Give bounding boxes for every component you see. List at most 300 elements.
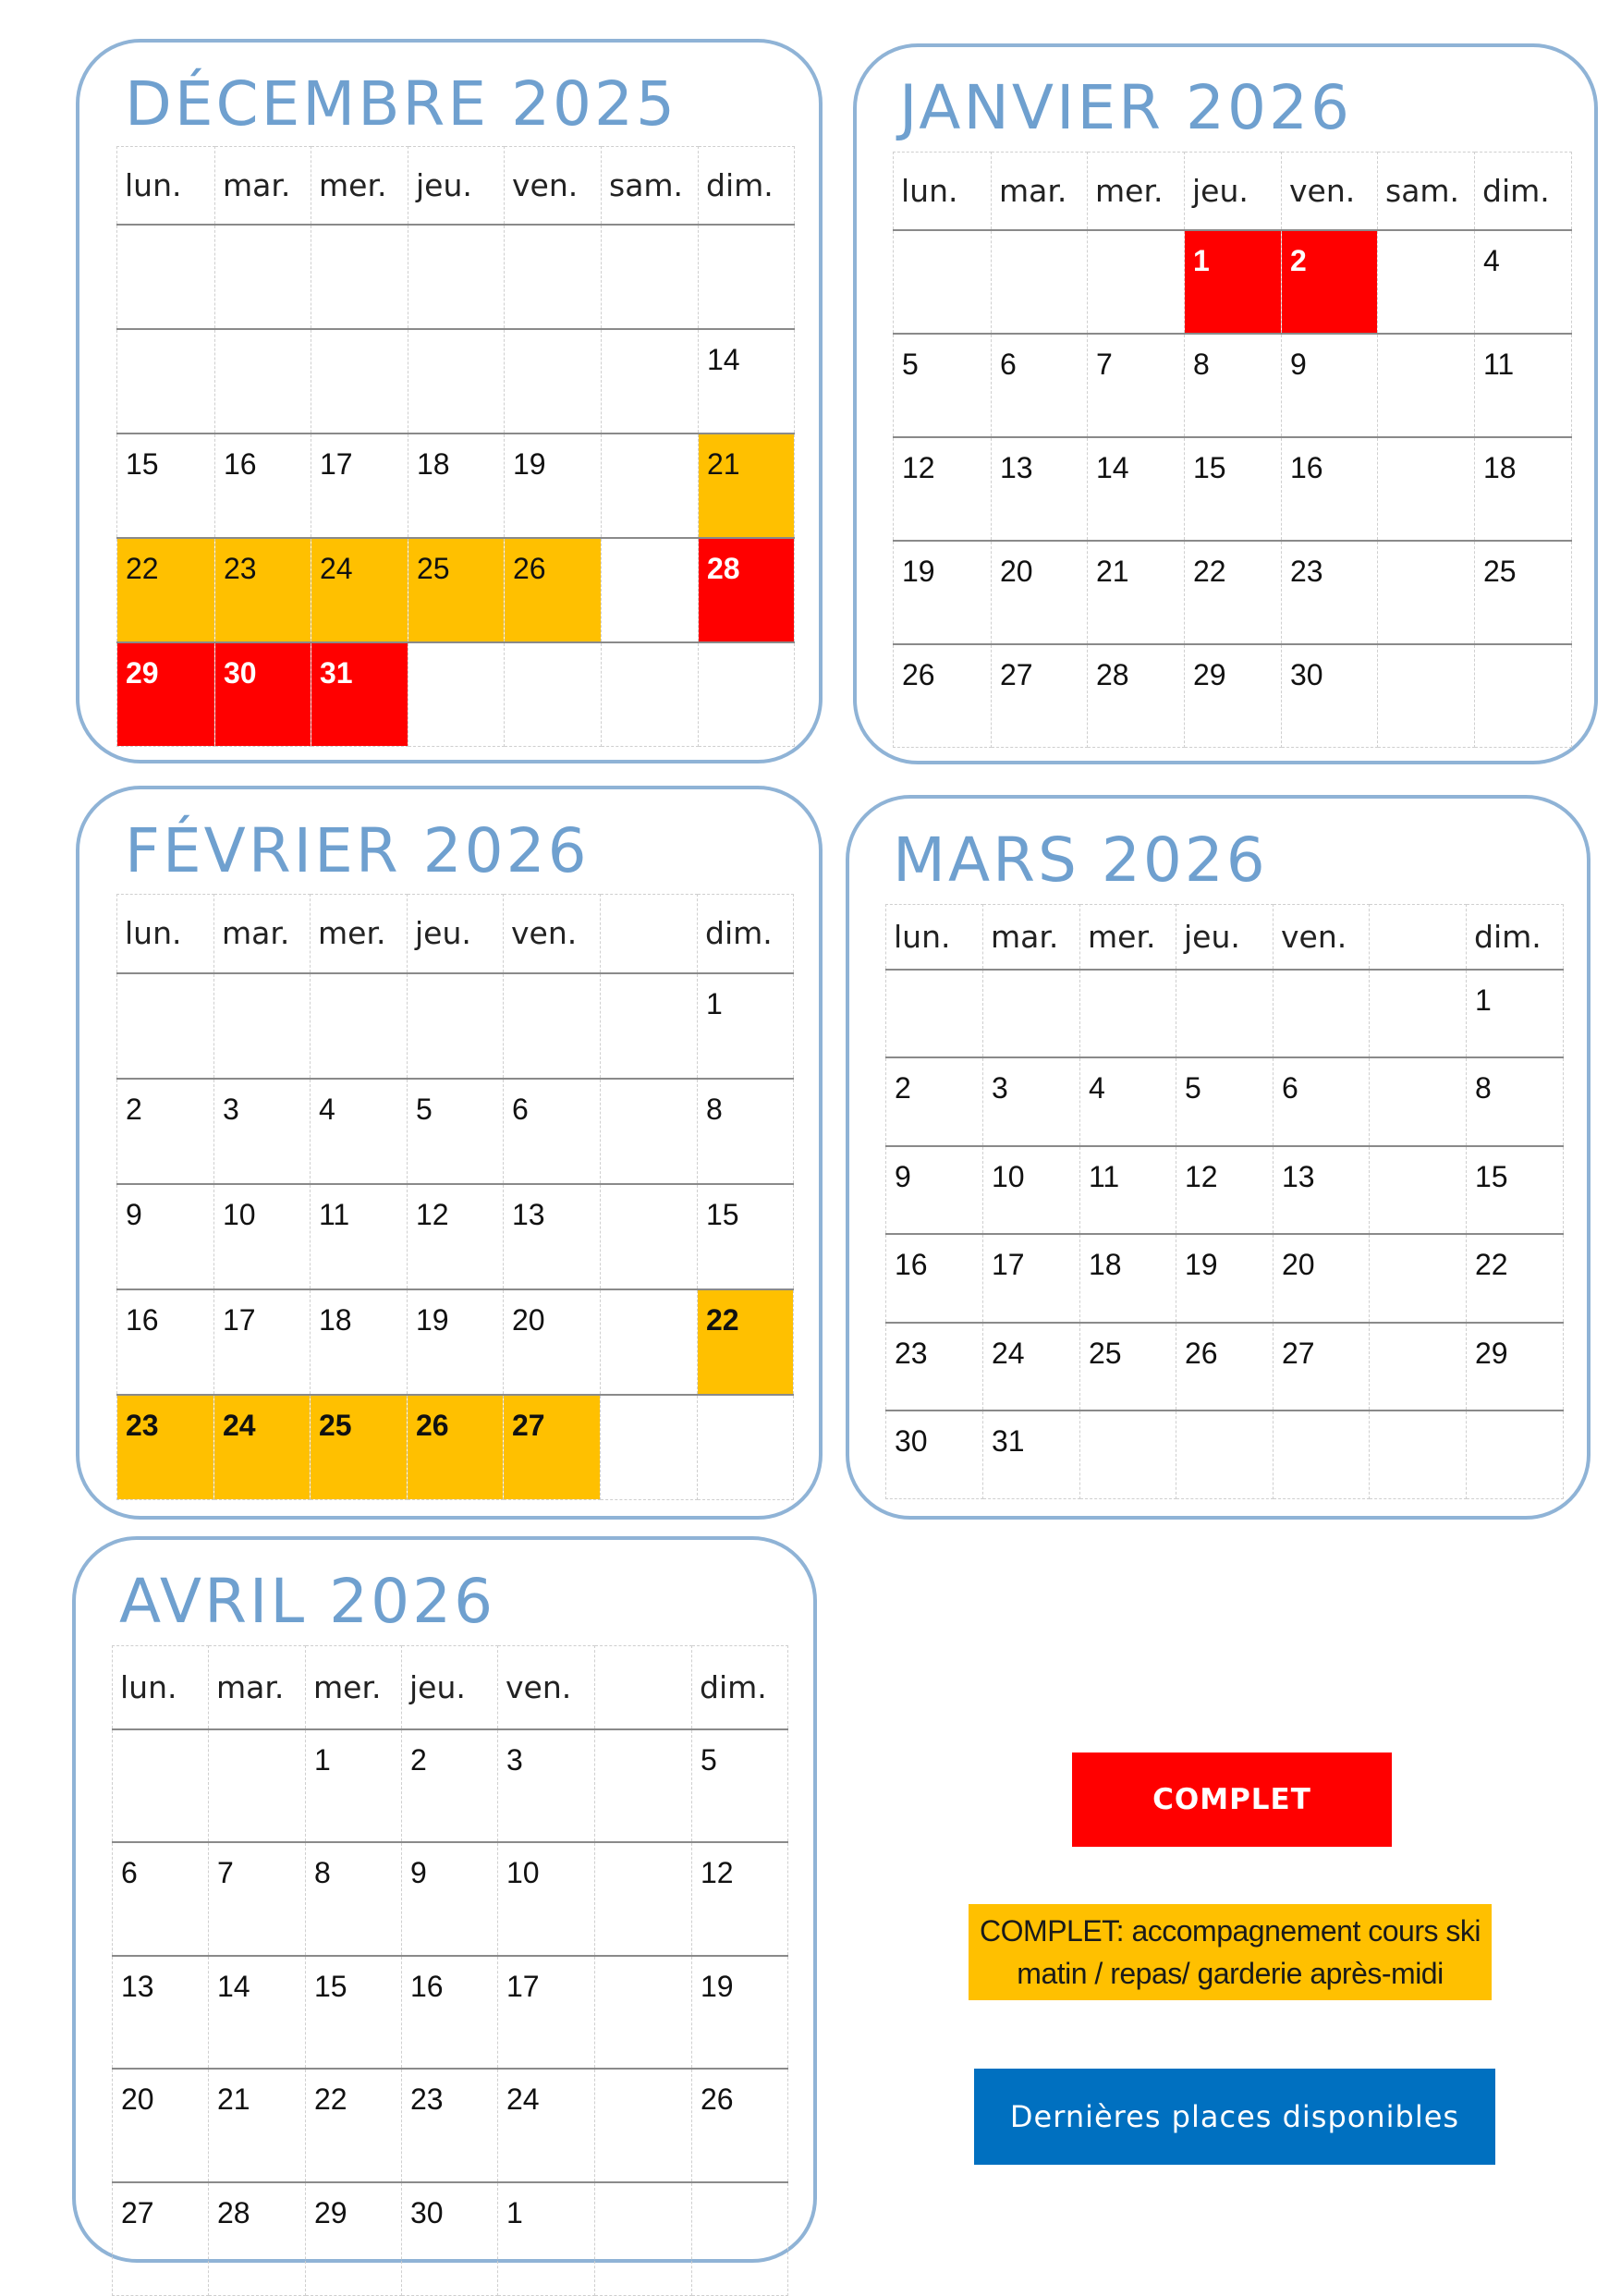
day-cell [117, 1395, 214, 1500]
day-cell [402, 1956, 498, 2070]
day-number: 30 [410, 2195, 444, 2229]
day-number: 6 [121, 1856, 138, 1889]
day-cell [117, 1289, 214, 1395]
day-number: 17 [320, 446, 353, 481]
day-number: 1 [1475, 983, 1492, 1017]
day-number: 11 [1089, 1159, 1120, 1193]
day-cell [1370, 1146, 1467, 1235]
weekday-header: mar. [215, 147, 311, 225]
day-number: 11 [1483, 347, 1515, 381]
day-number: 22 [706, 1302, 739, 1337]
day-number: 20 [1282, 1248, 1315, 1281]
day-cell [1378, 334, 1475, 437]
day-cell [886, 1411, 983, 1499]
day-number: 25 [319, 1408, 352, 1442]
week-row [117, 1184, 794, 1289]
day-cell [692, 1956, 788, 2070]
day-number: 7 [1096, 347, 1113, 381]
day-cell [692, 2069, 788, 2182]
day-number: 5 [701, 1742, 717, 1777]
day-cell [886, 1323, 983, 1411]
weekday-header: ven. [505, 147, 602, 225]
day-cell [408, 225, 505, 329]
day-number: 15 [314, 1969, 347, 2003]
day-number: 12 [1185, 1159, 1218, 1193]
day-cell [408, 329, 505, 434]
day-cell [504, 1079, 601, 1184]
day-cell [1080, 1323, 1176, 1411]
day-cell [992, 334, 1088, 437]
weekday-header: lun. [117, 895, 214, 973]
day-cell [209, 2069, 306, 2182]
day-cell [215, 434, 311, 538]
day-number: 23 [1290, 554, 1323, 588]
day-cell [306, 1842, 402, 1956]
day-cell [1370, 1323, 1467, 1411]
day-cell [1185, 541, 1282, 644]
day-cell [692, 1729, 788, 1843]
day-number: 25 [417, 551, 450, 585]
day-cell [1185, 230, 1282, 334]
day-number: 3 [992, 1071, 1008, 1105]
week-row [117, 434, 795, 538]
day-cell [306, 1729, 402, 1843]
day-cell [214, 1079, 311, 1184]
day-cell [1185, 437, 1282, 541]
day-cell [311, 973, 408, 1079]
day-cell [983, 1323, 1080, 1411]
week-row [886, 970, 1564, 1058]
day-cell [894, 644, 992, 748]
day-cell [1467, 1411, 1564, 1499]
week-row [117, 973, 794, 1079]
day-cell [311, 1079, 408, 1184]
day-cell [215, 538, 311, 642]
day-number: 24 [992, 1336, 1025, 1370]
day-number: 4 [1483, 243, 1500, 277]
day-cell [1176, 1146, 1274, 1235]
weekday-header: lun. [113, 1646, 209, 1729]
day-cell [1176, 1057, 1274, 1146]
day-cell [505, 434, 602, 538]
week-row [113, 1729, 788, 1843]
day-number: 29 [126, 655, 159, 690]
day-cell [117, 642, 215, 747]
week-row [117, 225, 795, 329]
day-number: 8 [314, 1856, 331, 1889]
weekday-header: mer. [306, 1646, 402, 1729]
legend-complet-label: COMPLET [1152, 1783, 1311, 1816]
day-cell [595, 1956, 692, 2070]
day-number: 31 [320, 655, 353, 690]
day-cell [311, 434, 408, 538]
day-cell [311, 538, 408, 642]
day-number: 9 [410, 1856, 427, 1889]
day-cell [408, 1079, 504, 1184]
day-number: 17 [992, 1248, 1025, 1281]
day-number: 27 [512, 1408, 545, 1442]
week-row [894, 230, 1572, 334]
weekday-header [1370, 905, 1467, 970]
weekday-header: mar. [209, 1646, 306, 1729]
week-row [113, 1956, 788, 2070]
week-row [117, 1079, 794, 1184]
day-cell [215, 642, 311, 747]
month-grid [116, 894, 794, 1500]
weekday-header: mar. [983, 905, 1080, 970]
legend-partial-text [980, 1910, 1481, 1995]
day-number: 10 [506, 1856, 540, 1889]
day-cell [311, 1395, 408, 1500]
day-number: 22 [1193, 554, 1226, 588]
day-cell [1274, 970, 1370, 1058]
day-cell [692, 1842, 788, 1956]
day-number: 26 [701, 2082, 734, 2116]
weekday-header: dim. [1467, 905, 1564, 970]
week-row [117, 538, 795, 642]
day-cell [408, 973, 504, 1079]
day-cell [1378, 644, 1475, 748]
day-cell [117, 1184, 214, 1289]
day-number: 30 [1290, 657, 1323, 691]
weekday-header: dim. [698, 895, 794, 973]
week-row [894, 437, 1572, 541]
day-cell [498, 1729, 595, 1843]
day-cell [117, 434, 215, 538]
week-row [894, 334, 1572, 437]
day-number: 25 [1483, 554, 1517, 588]
day-cell [214, 1395, 311, 1500]
day-cell [699, 434, 795, 538]
day-number: 21 [707, 446, 740, 481]
day-number: 1 [706, 986, 723, 1020]
day-cell [1370, 1057, 1467, 1146]
day-number: 16 [410, 1969, 444, 2003]
day-cell [402, 1729, 498, 1843]
day-cell [698, 1184, 794, 1289]
month-grid [116, 146, 795, 747]
day-number: 15 [1193, 450, 1226, 484]
day-number: 14 [707, 342, 740, 376]
weekday-header: jeu. [408, 895, 504, 973]
month-title: FÉVRIER 2026 [125, 815, 590, 886]
weekday-header: mer. [311, 147, 408, 225]
day-number: 31 [992, 1424, 1025, 1458]
day-number: 16 [224, 446, 257, 481]
day-cell [1185, 334, 1282, 437]
day-cell [1176, 970, 1274, 1058]
day-cell [408, 1184, 504, 1289]
day-cell [595, 2069, 692, 2182]
weekday-header: mer. [1080, 905, 1176, 970]
day-cell [209, 1956, 306, 2070]
day-number: 1 [314, 1742, 331, 1777]
day-number: 6 [1282, 1071, 1298, 1105]
day-cell [1467, 1234, 1564, 1323]
day-number: 9 [126, 1197, 142, 1231]
week-row [117, 1395, 794, 1500]
day-number: 15 [126, 446, 159, 481]
day-number: 18 [1089, 1248, 1122, 1281]
day-number: 22 [126, 551, 159, 585]
day-cell [894, 334, 992, 437]
week-row [117, 329, 795, 434]
day-number: 23 [126, 1408, 159, 1442]
day-cell [117, 329, 215, 434]
day-cell [214, 1289, 311, 1395]
day-cell [698, 1395, 794, 1500]
day-number: 18 [1483, 450, 1517, 484]
day-number: 9 [1290, 347, 1307, 381]
day-cell [1282, 230, 1378, 334]
month-grid [112, 1645, 788, 2296]
day-cell [117, 225, 215, 329]
day-number: 19 [513, 446, 546, 481]
day-number: 30 [895, 1424, 928, 1458]
day-cell [1282, 437, 1378, 541]
day-cell [209, 1842, 306, 1956]
weekday-header: jeu. [402, 1646, 498, 1729]
day-cell [1467, 1323, 1564, 1411]
day-cell [1467, 1146, 1564, 1235]
month-title: MARS 2026 [893, 824, 1268, 896]
day-number: 14 [1096, 450, 1129, 484]
day-cell [1282, 334, 1378, 437]
day-cell [215, 329, 311, 434]
week-row [886, 1234, 1564, 1323]
weekday-header: dim. [699, 147, 795, 225]
legend-last-places [974, 2069, 1495, 2165]
day-number: 17 [223, 1302, 256, 1337]
day-number: 29 [1475, 1336, 1508, 1370]
day-cell [1176, 1411, 1274, 1499]
week-row [886, 1411, 1564, 1499]
day-number: 29 [314, 2195, 347, 2229]
day-number: 12 [701, 1856, 734, 1889]
day-number: 8 [1193, 347, 1210, 381]
day-number: 24 [506, 2082, 540, 2116]
day-number: 15 [1475, 1159, 1508, 1193]
day-cell [602, 538, 699, 642]
day-cell [992, 644, 1088, 748]
day-number: 23 [410, 2082, 444, 2116]
day-cell [1378, 230, 1475, 334]
day-cell [113, 2182, 209, 2296]
day-cell [311, 642, 408, 747]
weekday-header: lun. [894, 153, 992, 230]
day-cell [1475, 437, 1572, 541]
legend-partial-line1: COMPLET: accompagnement cours ski [980, 1914, 1481, 1948]
week-row [113, 2069, 788, 2182]
day-cell [209, 1729, 306, 1843]
day-number: 5 [1185, 1071, 1201, 1105]
day-cell [402, 1842, 498, 1956]
day-cell [1467, 1057, 1564, 1146]
day-cell [1378, 541, 1475, 644]
day-number: 4 [1089, 1071, 1105, 1105]
day-cell [408, 642, 505, 747]
day-number: 11 [319, 1197, 350, 1231]
day-cell [1274, 1323, 1370, 1411]
day-cell [504, 1184, 601, 1289]
day-cell [983, 1146, 1080, 1235]
day-number: 7 [217, 1856, 234, 1889]
day-cell [992, 541, 1088, 644]
day-number: 2 [1290, 243, 1307, 277]
day-cell [1080, 1146, 1176, 1235]
day-cell [602, 642, 699, 747]
day-cell [214, 973, 311, 1079]
day-number: 2 [895, 1071, 911, 1105]
weekday-header [601, 895, 698, 973]
week-row [117, 1289, 794, 1395]
day-number: 20 [121, 2082, 154, 2116]
weekday-header: mar. [992, 153, 1088, 230]
day-number: 3 [223, 1092, 239, 1126]
day-cell [1282, 541, 1378, 644]
day-cell [1176, 1234, 1274, 1323]
day-number: 30 [224, 655, 257, 690]
day-cell [698, 1079, 794, 1184]
day-cell [1282, 644, 1378, 748]
day-cell [1274, 1411, 1370, 1499]
day-cell [595, 2182, 692, 2296]
month-grid [893, 152, 1572, 748]
day-cell [505, 225, 602, 329]
day-cell [983, 1234, 1080, 1323]
day-number: 2 [410, 1742, 427, 1777]
day-number: 27 [121, 2195, 154, 2229]
day-cell [505, 642, 602, 747]
day-cell [117, 1079, 214, 1184]
day-cell [113, 1956, 209, 2070]
day-number: 5 [902, 347, 919, 381]
day-cell [983, 970, 1080, 1058]
weekday-header: sam. [1378, 153, 1475, 230]
day-number: 26 [1185, 1336, 1218, 1370]
legend-last-places-label: Dernières places disponibles [1009, 2099, 1460, 2134]
day-cell [505, 538, 602, 642]
day-cell [992, 230, 1088, 334]
weekday-header: lun. [117, 147, 215, 225]
day-number: 5 [416, 1092, 433, 1126]
day-number: 20 [1000, 554, 1033, 588]
day-number: 10 [992, 1159, 1025, 1193]
day-number: 16 [1290, 450, 1323, 484]
day-cell [1475, 334, 1572, 437]
day-cell [595, 1729, 692, 1843]
day-cell [1080, 970, 1176, 1058]
day-cell [602, 434, 699, 538]
day-cell [498, 2182, 595, 2296]
day-number: 17 [506, 1969, 540, 2003]
day-cell [215, 225, 311, 329]
day-cell [886, 1146, 983, 1235]
day-cell [886, 1234, 983, 1323]
day-cell [113, 1842, 209, 1956]
day-cell [699, 538, 795, 642]
day-cell [498, 1842, 595, 1956]
day-cell [894, 437, 992, 541]
day-number: 23 [895, 1336, 928, 1370]
week-row [894, 541, 1572, 644]
legend-complet [1072, 1753, 1392, 1847]
day-number: 1 [1193, 243, 1210, 277]
day-number: 27 [1000, 657, 1033, 691]
day-cell [1080, 1411, 1176, 1499]
day-cell [1475, 541, 1572, 644]
day-cell [1370, 1234, 1467, 1323]
day-cell [505, 329, 602, 434]
week-row [894, 644, 1572, 748]
day-number: 1 [506, 2195, 523, 2229]
day-cell [601, 1184, 698, 1289]
day-number: 19 [902, 554, 935, 588]
month-title: DÉCEMBRE 2025 [125, 68, 678, 140]
day-cell [498, 1956, 595, 2070]
day-cell [1176, 1323, 1274, 1411]
weekday-header: ven. [1282, 153, 1378, 230]
day-cell [1088, 437, 1185, 541]
day-number: 22 [1475, 1248, 1508, 1281]
day-number: 15 [706, 1197, 739, 1231]
day-cell [699, 642, 795, 747]
weekday-header: mer. [311, 895, 408, 973]
weekday-header: lun. [886, 905, 983, 970]
weekday-header: jeu. [408, 147, 505, 225]
week-row [886, 1057, 1564, 1146]
day-cell [504, 1289, 601, 1395]
week-row [886, 1146, 1564, 1235]
day-number: 29 [1193, 657, 1226, 691]
day-cell [117, 538, 215, 642]
day-cell [1370, 1411, 1467, 1499]
month-title: AVRIL 2026 [119, 1566, 496, 1637]
day-number: 6 [1000, 347, 1017, 381]
weekday-header: mer. [1088, 153, 1185, 230]
day-number: 28 [1096, 657, 1129, 691]
day-number: 13 [121, 1969, 154, 2003]
day-cell [886, 970, 983, 1058]
day-number: 22 [314, 2082, 347, 2116]
day-cell [1080, 1234, 1176, 1323]
day-number: 10 [223, 1197, 256, 1231]
day-cell [1274, 1057, 1370, 1146]
day-number: 23 [224, 551, 257, 585]
day-number: 16 [126, 1302, 159, 1337]
legend-partial [969, 1904, 1492, 2000]
day-cell [1088, 644, 1185, 748]
day-cell [209, 2182, 306, 2296]
day-number: 16 [895, 1248, 928, 1281]
day-number: 13 [1282, 1159, 1315, 1193]
day-number: 18 [417, 446, 450, 481]
month-title: JANVIER 2026 [899, 72, 1352, 143]
day-cell [601, 973, 698, 1079]
day-cell [692, 2182, 788, 2296]
weekday-header: ven. [498, 1646, 595, 1729]
day-cell [699, 329, 795, 434]
day-number: 19 [1185, 1248, 1218, 1281]
weekday-header: sam. [602, 147, 699, 225]
day-cell [214, 1184, 311, 1289]
week-row [113, 1842, 788, 1956]
day-cell [699, 225, 795, 329]
day-number: 26 [513, 551, 546, 585]
day-cell [1080, 1057, 1176, 1146]
day-cell [1185, 644, 1282, 748]
day-number: 6 [512, 1092, 529, 1126]
